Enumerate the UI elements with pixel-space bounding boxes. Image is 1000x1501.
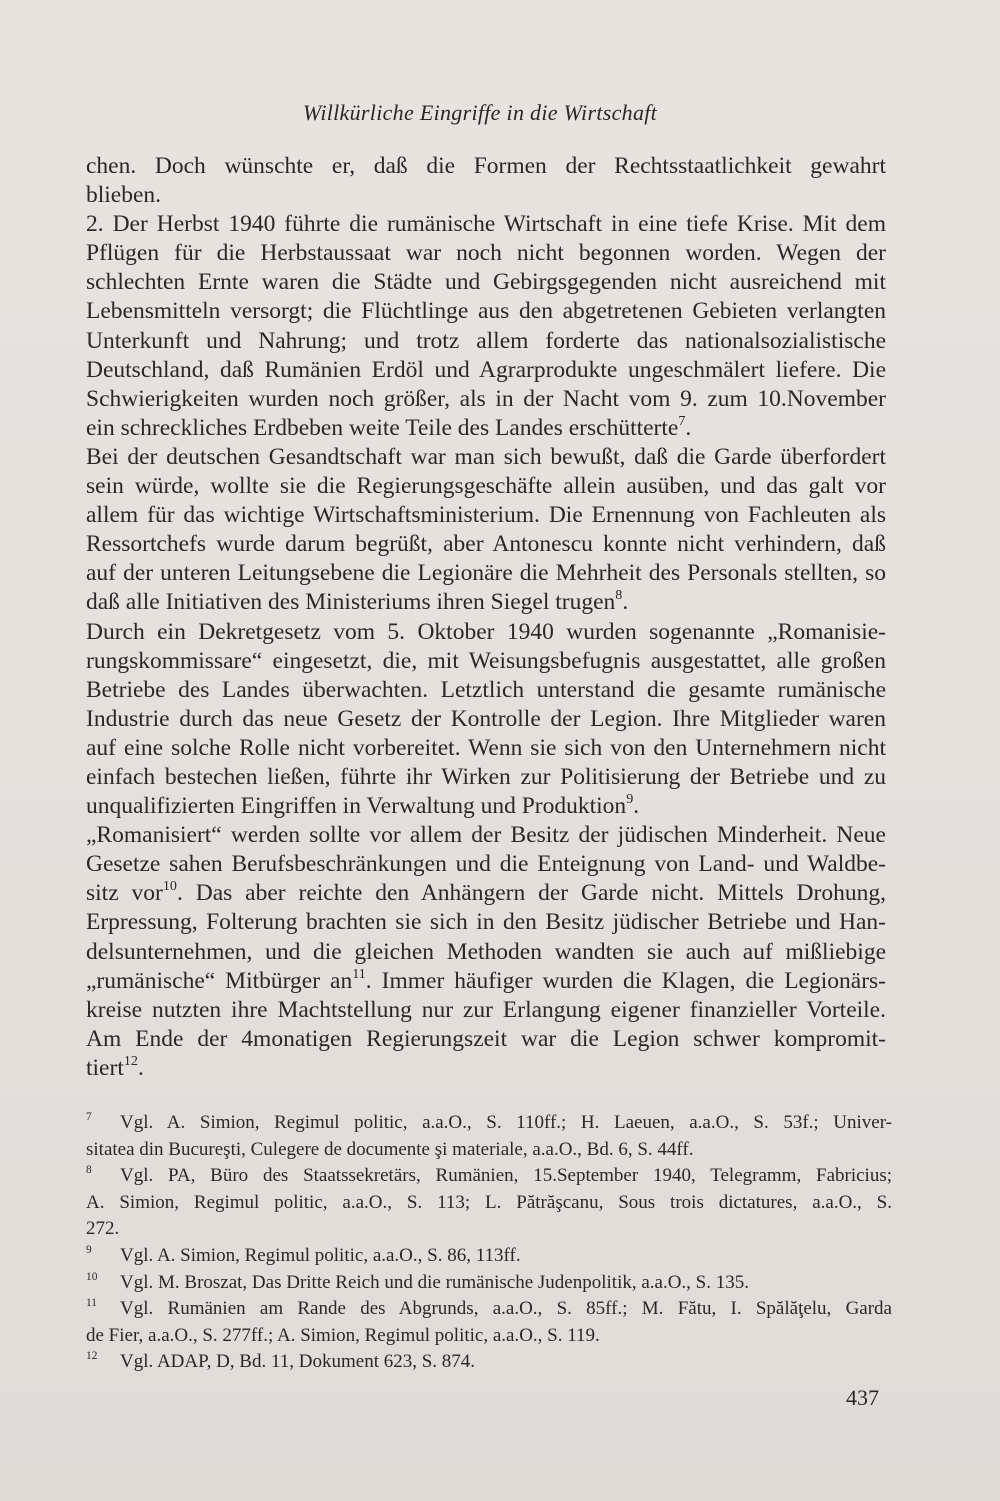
body-text: auf eine solche Rolle nicht vorbereitet. Wenn sie sich von den Unternehmern nicht (86, 734, 886, 761)
body-line (86, 792, 886, 821)
body-line (86, 618, 886, 647)
body-line (86, 210, 886, 239)
body-text: einfach bestechen ließen, führte ihr Wirken zur Politisierung der Betriebe und zu (86, 763, 886, 790)
body-text: Durch ein Dekretgesetz vom 5. Oktober 1940 wurden sogenannte „Romanisie- (86, 618, 886, 645)
body-line (86, 356, 886, 385)
body-line (86, 239, 886, 268)
footnote-text: Vgl. A. Simion, Regimul politic, a.a.O., S. 110ff.; H. Laeuen, a.a.O., S. 53f.; Univer- (120, 1112, 892, 1133)
page-number: 437 (846, 1385, 879, 1410)
body-line (86, 647, 886, 676)
footnote-line (86, 1349, 892, 1376)
body-text: rungskommissare“ eingesetzt, die, mit Weisungsbefugnis ausgestattet, alle großen (86, 647, 886, 674)
body-text: daß alle Initiativen des Ministeriums ihren Siegel trugen (86, 589, 616, 616)
body-line (86, 879, 886, 908)
body-text: kreise nutzten ihre Machtstellung nur zur Erlangung eigener finanzieller Vorteile. (86, 996, 886, 1023)
body-line (86, 676, 886, 705)
footnote-text: Vgl. M. Broszat, Das Dritte Reich und die rumänische Judenpolitik, a.a.O., S. 135. (120, 1271, 750, 1293)
body-line (86, 1054, 886, 1083)
body-text-cont: . Das aber reichte den Anhängern der Garde nicht. Mittels Drohung, (176, 880, 886, 907)
body-line (86, 297, 886, 326)
body-text: Lebensmitteln versorgt; die Flüchtlinge aus den abgetretenen Gebieten verlangten (86, 298, 886, 325)
footnote-text: sitatea din Bucureşti, Culegere de documente şi materiale, a.a.O., Bd. 6, S. 44ff. (86, 1138, 694, 1160)
body-text: 2. Der Herbst 1940 führte die rumänische Wirtschaft in eine tiefe Krise. Mit dem (86, 211, 886, 238)
body-text: „Romanisiert“ werden sollte vor allem der Besitz der jüdischen Minderheit. Neue (86, 822, 886, 849)
body-line (86, 996, 886, 1025)
footnote-number: 9 (86, 1244, 92, 1256)
body-text: Deutschland, daß Rumänien Erdöl und Agrarprodukte ungeschmälert liefere. Die (86, 356, 886, 383)
body-text: delsunternehmen, und die gleichen Methoden wandten sie auch auf mißliebige (86, 938, 886, 965)
footnotes (86, 1110, 892, 1376)
body-line (86, 414, 886, 443)
body-text: tiert (86, 1054, 124, 1081)
body-line (86, 181, 886, 210)
footnote-line (86, 1243, 892, 1270)
body-line (86, 472, 886, 501)
body-text: Industrie durch das neue Gesetz der Kontrolle der Legion. Ihre Mitglieder waren (86, 705, 886, 732)
footnote-line (86, 1190, 892, 1217)
body-line (86, 559, 886, 588)
body-text-cont: . (633, 793, 640, 820)
body-text-cont: . (622, 589, 629, 616)
footnote-line (86, 1216, 892, 1243)
body-text: Pflügen für die Herbstaussaat war noch nicht begonnen worden. Wegen der (86, 240, 886, 267)
footnote-marker: 12 (123, 1053, 138, 1070)
footnote-marker: 9 (626, 791, 634, 808)
body-text: Schwierigkeiten wurden noch größer, als in der Nacht vom 9. zum 10.November (86, 385, 886, 412)
body-line (86, 763, 886, 792)
body-text: Gesetze sahen Berufsbeschränkungen und die Enteignung von Land- und Waldbe- (86, 851, 886, 878)
body-text: ein schreckliches Erdbeben weite Teile des Landes erschütterte (86, 414, 679, 441)
body-text: Betriebe des Landes überwachten. Letztlich unterstand die gesamte rumänische (86, 676, 886, 703)
footnote-line (86, 1270, 892, 1297)
body-line (86, 908, 886, 937)
body-text (86, 152, 886, 1083)
footnote-number: 10 (86, 1270, 98, 1283)
footnote-text: Vgl. A. Simion, Regimul politic, a.a.O., S. 86, 113ff. (120, 1244, 521, 1266)
footnote-line (86, 1323, 892, 1350)
running-head: Willkürliche Eingriffe in die Wirtschaft (302, 100, 658, 125)
body-text-cont: . Immer häufiger wurden die Klagen, die Legionärs- (365, 967, 886, 994)
body-line (86, 152, 886, 181)
body-text: Bei der deutschen Gesandtschaft war man sich bewußt, daß die Garde überfordert (86, 443, 886, 470)
body-line (86, 327, 886, 356)
footnote-marker: 7 (678, 412, 686, 429)
body-line (86, 850, 886, 879)
body-text-cont: . (137, 1054, 144, 1081)
body-line (86, 385, 886, 414)
body-line (86, 443, 886, 472)
footnote-text: Vgl. ADAP, D, Bd. 11, Dokument 623, S. 874. (120, 1351, 476, 1373)
footnote-number: 12 (86, 1350, 98, 1363)
footnote-text: Vgl. Rumänien am Rande des Abgrunds, a.a.O., S. 85ff.; M. Fătu, I. Spălăţelu, Garda (120, 1298, 892, 1320)
body-line (86, 588, 886, 617)
body-text: Ressortchefs wurde darum begrüßt, aber Antonescu konnte nicht verhindern, daß (86, 531, 886, 558)
body-line (86, 268, 886, 297)
footnote-line (86, 1296, 892, 1323)
body-line (86, 1025, 886, 1054)
body-text: allem für das wichtige Wirtschaftsministerium. Die Ernennung von Fachleuten als (86, 502, 886, 529)
body-line (86, 501, 886, 530)
footnote-text: de Fier, a.a.O., S. 277ff.; A. Simion, Regimul politic, a.a.O., S. 119. (86, 1324, 600, 1346)
body-text: unqualifizierten Eingriffen in Verwaltung und Produktion (86, 793, 627, 820)
footnote-line (86, 1163, 892, 1190)
footnote-number: 8 (86, 1164, 92, 1177)
footnote-line (86, 1137, 892, 1164)
body-text: Unterkunft und Nahrung; und trotz allem forderte das nationalsozialistische (86, 327, 886, 354)
footnote-number: 7 (86, 1111, 92, 1124)
body-line (86, 705, 886, 734)
body-line (86, 821, 886, 850)
body-line (86, 938, 886, 967)
footnote-number: 11 (86, 1297, 97, 1310)
body-text-cont: . (685, 414, 692, 441)
body-line (86, 530, 886, 559)
footnote-line (86, 1110, 892, 1137)
footnote-text: 272. (86, 1218, 120, 1240)
body-text: auf der unteren Leitungsebene die Legionäre die Mehrheit des Personals stellten, so (86, 560, 886, 587)
body-line (86, 967, 886, 996)
footnote-marker: 8 (615, 587, 623, 604)
body-line (86, 734, 886, 763)
body-text: schlechten Ernte waren die Städte und Gebirgsgegenden nicht ausreichend mit (86, 269, 886, 296)
footnote-marker: 11 (352, 965, 366, 982)
body-text: Erpressung, Folterung brachten sie sich in den Besitz jüdischer Betriebe und Han- (86, 909, 886, 936)
body-text: „rumänische“ Mitbürger an (86, 967, 353, 994)
footnote-text: A. Simion, Regimul politic, a.a.O., S. 113; L. Pătrăşcanu, Sous trois dictatures, a.a.O., S. (86, 1191, 892, 1213)
body-text: sitz vor (86, 880, 163, 907)
body-text: chen. Doch wünschte er, daß die Formen der Rechtsstaatlichkeit gewahrt (86, 153, 886, 179)
body-text: Am Ende der 4monatigen Regierungszeit war die Legion schwer kompromit- (86, 1025, 886, 1052)
footnote-marker: 10 (162, 878, 177, 895)
body-text: sein würde, wollte sie die Regierungsgeschäfte allein ausüben, und das galt vor (86, 473, 886, 500)
body-text: blieben. (86, 182, 162, 209)
footnote-text: Vgl. PA, Büro des Staatssekretärs, Rumänien, 15.September 1940, Telegramm, Fabricius; (120, 1165, 892, 1187)
